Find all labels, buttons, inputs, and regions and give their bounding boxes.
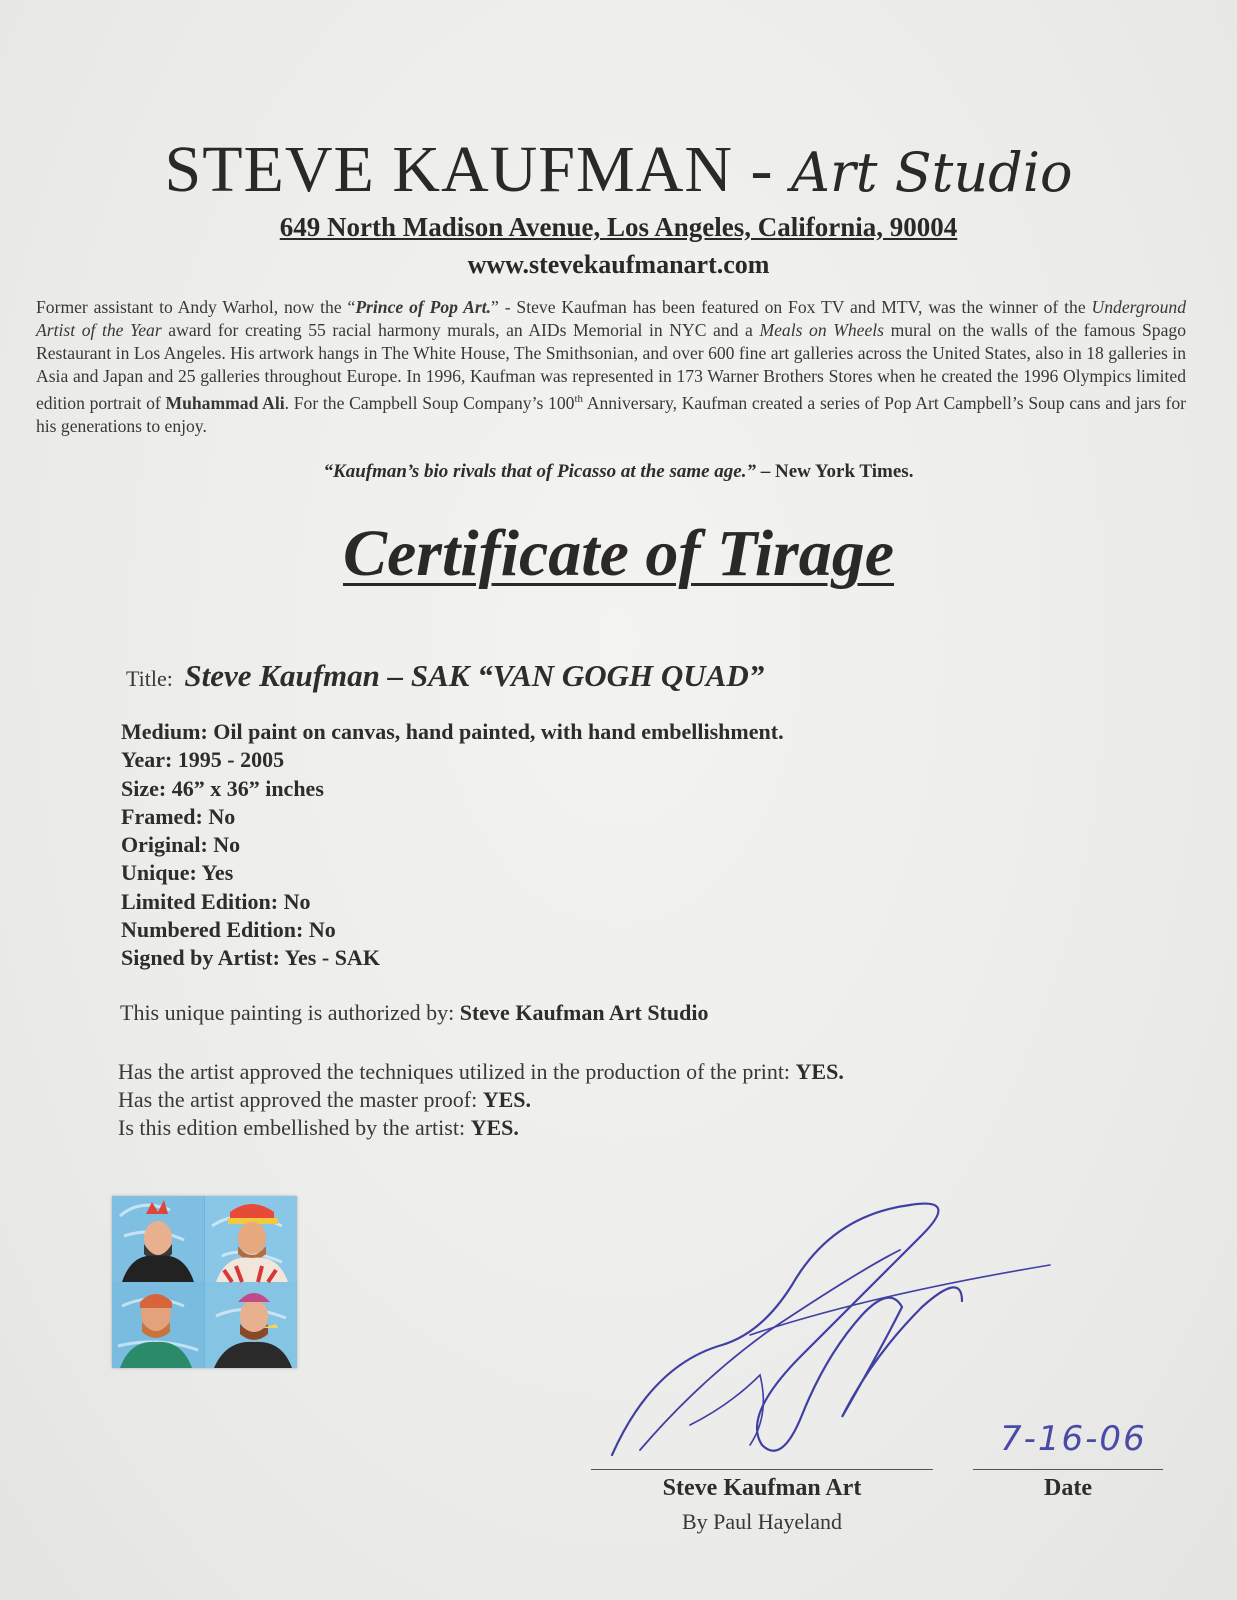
quote-source: – New York Times. [755,461,914,482]
bio-text: ” - Steve Kaufman has been featured on Fox TV and MTV, was the winner of the [491,297,1092,317]
question-answer: YES. [795,1059,844,1084]
date-line [973,1469,1163,1470]
bio-text: mural on the walls of the famous Spago Restaurant in Los Angeles. His artwork hangs in The White House, The Smithsonian, and over 600 fine art galleries across the United States, also in 18 galleries in Asia and Japan and 25 galleries throughout Europe. In 1996, Kaufman was represented in 173 Warner Brothers Stores when he created the 1996 Olympics limited edition portrait of [36,320,1186,413]
artwork-title-row [126,658,764,694]
van-gogh-quad-image [112,1196,297,1368]
date-label: Date [1044,1475,1092,1501]
artwork-thumbnail [112,1196,297,1368]
artist-bio [36,296,1186,438]
bio-text: Muhammad Ali [165,392,285,413]
detail-row: Medium: Oil paint on canvas, hand painted, with hand embellishment. [121,719,784,744]
bio-text: Meals on Wheels [759,320,885,340]
signature-line [591,1469,933,1470]
approval-question [118,1114,844,1142]
press-quote [0,461,1237,483]
title-label: Title: [126,666,173,691]
question-text: Has the artist approved the techniques utilized in the production of the print: [118,1059,796,1084]
detail-row: Numbered Edition: No [121,917,336,943]
authorization-line [120,1000,708,1026]
bio-text: th [574,393,584,405]
certificate-heading: Certificate of Tirage [342,517,895,590]
bio-text: Former assistant to Andy Warhol, now the “ [36,297,356,317]
detail-row: Size: 46” x 36” inches [121,775,324,801]
signature-sublabel: By Paul Hayeland [681,1509,843,1534]
artwork-details [121,718,784,973]
authorized-by: Steve Kaufman Art Studio [459,1000,709,1025]
quote-text: “Kaufman’s bio rivals that of Picasso at the same age.” [323,461,756,482]
detail-row: Limited Edition: No [121,888,311,914]
approval-question [118,1086,844,1114]
handwritten-date [1000,1408,1170,1468]
bio-text: Prince of Pop Art. [355,297,492,317]
authorization-text: This unique painting is authorized by: [120,1000,460,1025]
detail-row: Signed by Artist: Yes - SAK [121,945,380,971]
bio-text: Anniversary, Kaufman created a series of Pop Art Campbell’s Soup cans and jars for his generations to enjoy. [36,392,1186,436]
studio-address: 649 North Madison Avenue, Los Angeles, California, 90004 [279,212,958,242]
brand-name: STEVE KAUFMAN - [164,133,774,206]
date-handwritten-text: 7-16-06 [1000,1419,1147,1459]
studio-brand-heading [0,130,1237,213]
detail-row: Framed: No [121,803,236,829]
signature-label: Steve Kaufman Art [662,1475,862,1501]
detail-row: Original: No [121,832,241,858]
question-text: Is this edition embellished by the artist: [118,1115,471,1140]
question-text: Has the artist approved the master proof: [118,1087,483,1112]
brand-script: Art Studio [791,141,1073,204]
bio-text: Underground Artist of the Year [36,297,1186,340]
title-value: Steve Kaufman – SAK “VAN GOGH QUAD” [184,658,765,693]
approval-question [118,1058,844,1086]
bio-text: . For the Campbell Soup Company’s 100 [284,392,575,413]
approval-questions [118,1058,844,1142]
detail-row: Unique: Yes [121,860,234,886]
question-answer: YES. [482,1087,532,1112]
detail-row: Year: 1995 - 2005 [121,747,285,773]
bio-text: award for creating 55 racial harmony murals, an AIDs Memorial in NYC and a [161,320,760,340]
studio-website: www.stevekaufmanart.com [467,250,770,279]
question-answer: YES. [470,1115,519,1140]
